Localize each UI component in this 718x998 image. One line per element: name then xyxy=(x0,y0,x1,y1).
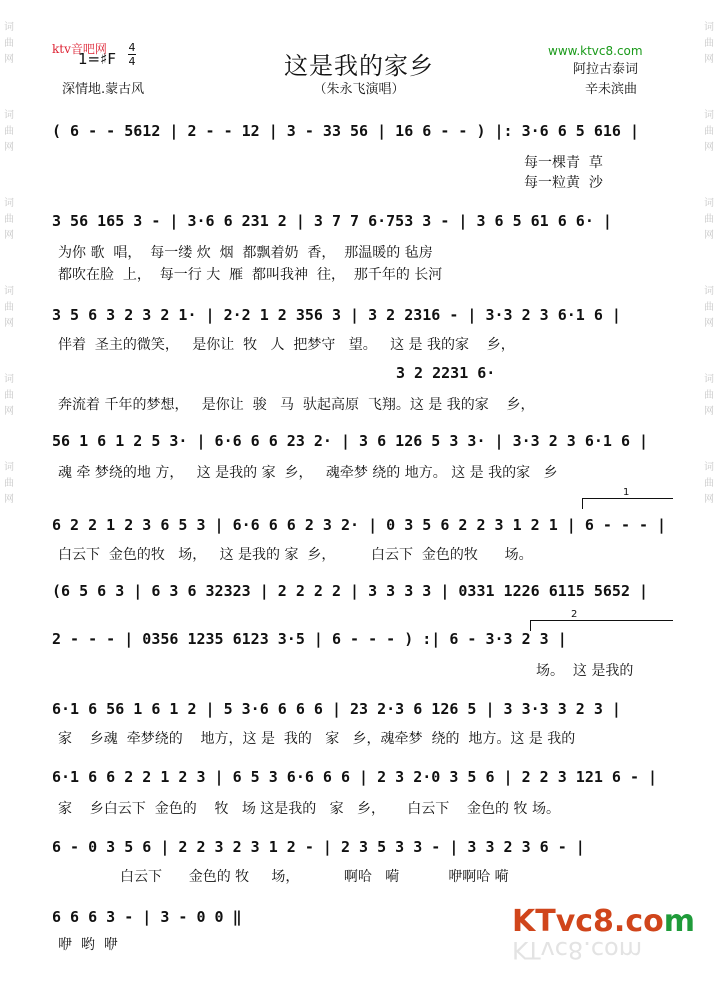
watermark-char: 曲 xyxy=(4,302,14,313)
composer: 辛未滨曲 xyxy=(585,82,638,97)
watermark-char: 网 xyxy=(704,230,714,241)
lyric-line-9: 家 乡白云下 金色的 牧 场 这是我的 家 乡， 白云下 金色的 牧 场。 xyxy=(58,801,560,817)
watermark-char: 网 xyxy=(704,494,714,505)
score-line-4: 56 1 6 1 2 5 3· | 6·6 6 6 23 2· | 3 6 126 5 3 3· | 3·3 2 3 6·1 6 | xyxy=(52,432,649,450)
watermark-char: 曲 xyxy=(704,478,714,489)
score-line-10: 6 - 0 3 5 6 | 2 2 3 2 3 1 2 - | 2 3 5 3 3 - | 3 3 2 3 6 - | xyxy=(52,838,585,856)
watermark-char: 网 xyxy=(4,318,14,329)
lyric-line-6: 白云下 金色的牧 场， 这 是我的 家 乡， 白云下 金色的牧 场。 xyxy=(58,547,533,563)
score-line-11: 6 6 6 3 - | 3 - 0 0 ‖ xyxy=(52,908,242,926)
score-line-1: ( 6 - - 5612 | 2 - - 12 | 3 - 33 56 | 16 6 - - ) |: 3·6 6 5 616 | xyxy=(52,122,639,140)
key-signature: 1=♯F xyxy=(78,50,116,68)
watermark-char: 曲 xyxy=(4,214,14,225)
watermark-char: 词 xyxy=(704,286,714,297)
site-logo-bottom xyxy=(512,904,695,939)
watermark-char: 词 xyxy=(4,198,14,209)
watermark-char: 网 xyxy=(4,406,14,417)
lyric-line-3: 伴着 圣主的微笑， 是你让 牧 人 把梦守 望。 这 是 我的家 乡， xyxy=(58,337,515,353)
score-line-3-alt: 3 2 2231 6· xyxy=(396,364,496,382)
watermark-char: 网 xyxy=(704,54,714,65)
watermark-char: 网 xyxy=(704,318,714,329)
score-line-6: (6 5 6 3 | 6 3 6 32323 | 2 2 2 2 | 3 3 3 3 | 0331 1226 6115 5652 | xyxy=(52,582,649,600)
logo-text: KTvc8.co xyxy=(512,904,664,939)
meter-top: 4 xyxy=(128,41,136,54)
volta-number-1: 1 xyxy=(623,487,630,498)
lyric-line-1b: 每一粒黄 沙 xyxy=(524,175,603,191)
volta-bracket-1 xyxy=(582,487,673,509)
watermark-char: 词 xyxy=(4,286,14,297)
lyric-line-10: 白云下 金色的 牧 场， 啊哈 嗬 咿啊哈 嗬 xyxy=(120,869,509,885)
performance-style: 深情地.蒙古风 xyxy=(62,82,145,97)
lyric-line-11: 咿 哟 咿 xyxy=(58,937,118,953)
score-line-8: 6·1 6 56 1 6 1 2 | 5 3·6 6 6 6 | 23 2·3 6 126 5 | 3 3·3 3 2 3 | xyxy=(52,700,621,718)
watermark-char: 曲 xyxy=(704,302,714,313)
watermark-char: 词 xyxy=(4,462,14,473)
logo-text-m: m xyxy=(663,904,695,939)
watermark-char: 词 xyxy=(704,374,714,385)
watermark-char: 词 xyxy=(704,110,714,121)
watermark-char: 网 xyxy=(704,406,714,417)
volta-number-2: 2 xyxy=(571,609,578,620)
meter-bottom: 4 xyxy=(128,55,136,68)
score-line-9: 6·1 6 6 2 2 1 2 3 | 6 5 3 6·6 6 6 | 2 3 2·0 3 5 6 | 2 2 3 121 6 - | xyxy=(52,768,658,786)
watermark-char: 曲 xyxy=(704,390,714,401)
watermark-char: 曲 xyxy=(704,214,714,225)
lyric-line-7: 场。 这 是我的 xyxy=(536,663,634,679)
watermark-char: 网 xyxy=(4,54,14,65)
watermark-char: 网 xyxy=(4,142,14,153)
watermark-char: 词 xyxy=(4,110,14,121)
watermark-char: 曲 xyxy=(704,126,714,137)
site-logo-right: www.ktvc8.com xyxy=(548,44,643,58)
lyric-line-1a: 每一棵青 草 xyxy=(524,155,603,171)
watermark-char: 词 xyxy=(704,198,714,209)
site-logo-reflection: KTvc8.com xyxy=(512,936,643,964)
watermark-char: 网 xyxy=(4,230,14,241)
lyric-line-4: 奔流着 千年的梦想， 是你让 骏 马 驮起高原 飞翔。这 是 我的家 乡， xyxy=(58,397,535,413)
watermark-char: 词 xyxy=(4,22,14,33)
watermark-char: 曲 xyxy=(4,390,14,401)
score-line-5: 6 2 2 1 2 3 6 5 3 | 6·6 6 6 2 3 2· | 0 3 5 6 2 2 3 1 2 1 | 6 - - - | xyxy=(52,516,667,534)
score-line-3: 3 5 6 3 2 3 2 1· | 2·2 1 2 356 3 | 3 2 2316 - | 3·3 2 3 6·1 6 | xyxy=(52,306,621,324)
singer: （朱永飞演唱） xyxy=(313,82,405,97)
watermark-char: 词 xyxy=(704,462,714,473)
song-title: 这是我的家乡 xyxy=(284,52,434,80)
lyric-line-2b: 都吹在脸 上， 每一行 大 雁 都叫我神 往， 那千年的 长河 xyxy=(58,267,443,283)
watermark-char: 曲 xyxy=(704,38,714,49)
site-logo-left: ktv音吧网 xyxy=(52,42,107,56)
lyric-line-2a: 为你 歌 唱， 每一缕 炊 烟 都飘着奶 香， 那温暖的 毡房 xyxy=(58,245,433,261)
watermark-char: 网 xyxy=(704,142,714,153)
score-line-7: 2 - - - | 0356 1235 6123 3·5 | 6 - - - ) :| 6 - 3·3 2 3 | xyxy=(52,630,567,648)
lyric-line-5: 魂 牵 梦绕的地 方， 这 是我的 家 乡， 魂牵梦 绕的 地方。 这 是 我的家 乡 xyxy=(58,465,558,481)
lyric-line-8: 家 乡魂 牵梦绕的 地方，这 是 我的 家 乡，魂牵梦 绕的 地方。这 是 我的 xyxy=(58,731,576,747)
watermark-char: 曲 xyxy=(4,478,14,489)
watermark-char: 词 xyxy=(704,22,714,33)
watermark-char: 曲 xyxy=(4,38,14,49)
lyricist: 阿拉古泰词 xyxy=(573,62,639,77)
watermark-char: 曲 xyxy=(4,126,14,137)
watermark-char: 词 xyxy=(4,374,14,385)
score-line-2: 3 56 165 3 - | 3·6 6 231 2 | 3 7 7 6·753 3 - | 3 6 5 61 6 6· | xyxy=(52,212,612,230)
watermark-char: 网 xyxy=(4,494,14,505)
